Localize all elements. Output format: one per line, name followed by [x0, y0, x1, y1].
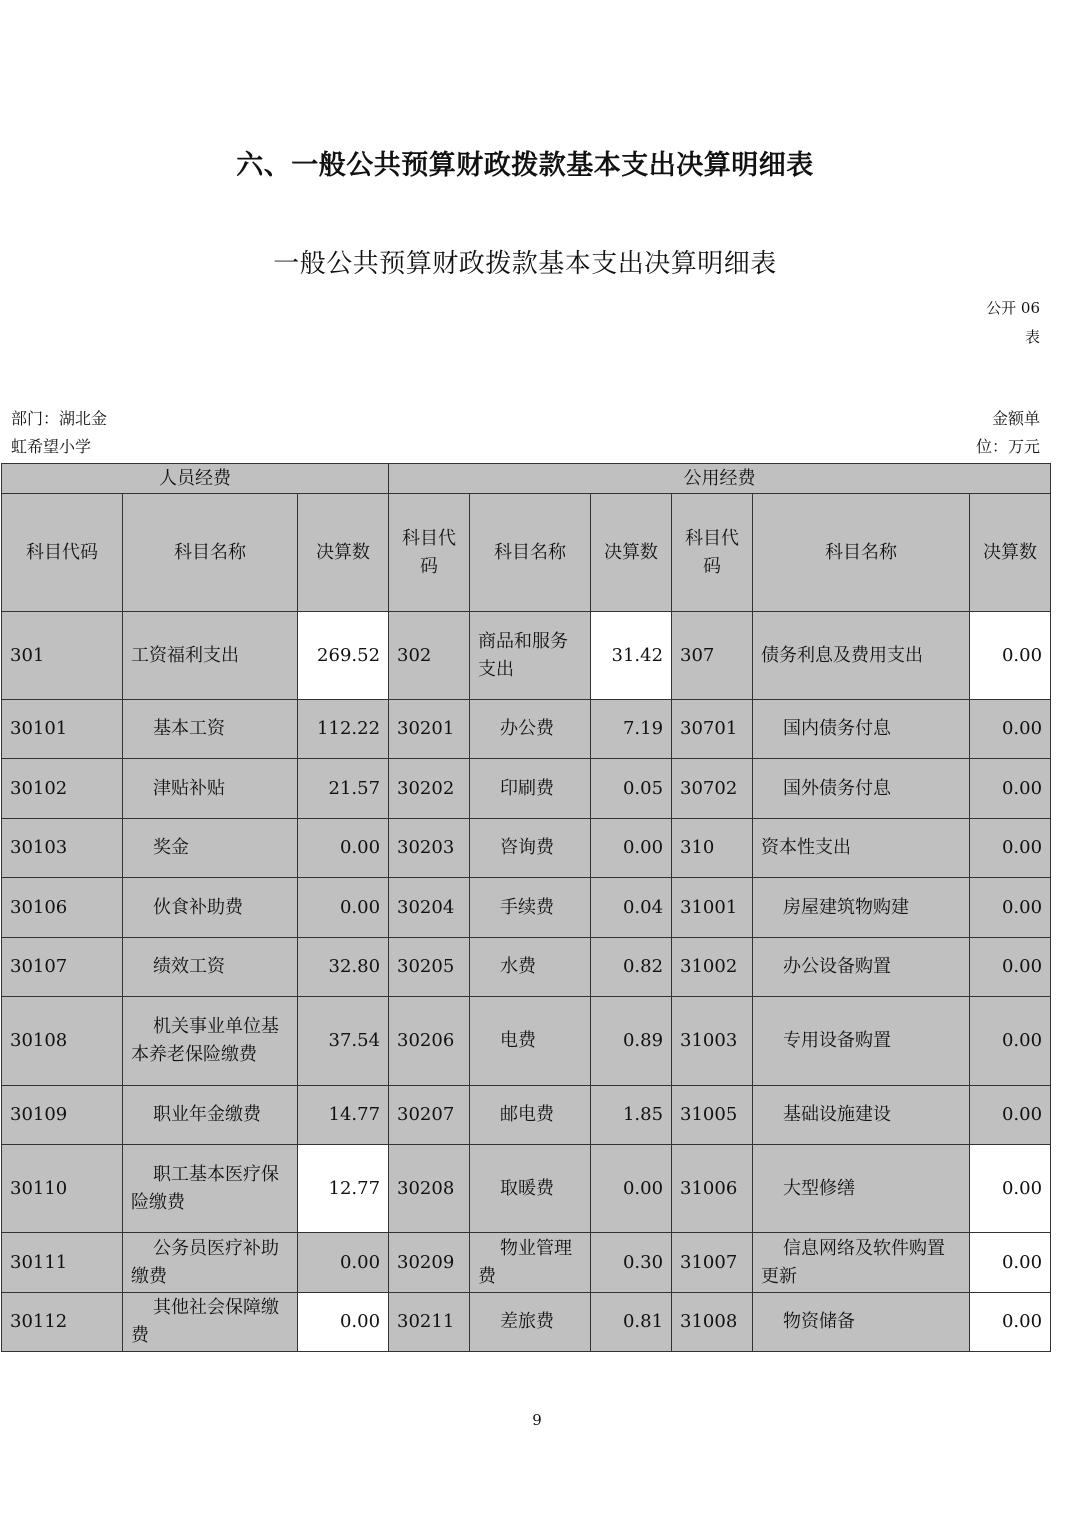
table-row [2, 700, 1051, 759]
code-cell: 31003 [672, 997, 753, 1086]
form-number [986, 294, 1040, 352]
name-cell: 国内债务付息 [753, 700, 970, 759]
amount-cell: 0.89 [591, 997, 672, 1086]
code-cell: 31008 [672, 1293, 753, 1352]
table-row [2, 1293, 1051, 1352]
name-text: 机关事业单位基本养老保险缴费 [131, 1016, 279, 1065]
name-text: 信息网络及软件购置更新 [761, 1237, 946, 1287]
name-cell: 办公设备购置 [753, 938, 970, 997]
header-amount-3: 决算数 [970, 494, 1051, 612]
code-cell: 302 [389, 612, 470, 700]
code-cell: 31007 [672, 1233, 753, 1293]
name-cell: 咨询费 [470, 819, 591, 878]
table-row [2, 1145, 1051, 1233]
name-cell: 基础设施建设 [753, 1086, 970, 1145]
name-cell [123, 1293, 298, 1352]
amount-cell: 0.00 [970, 997, 1051, 1086]
name-cell: 工资福利支出 [123, 612, 298, 700]
amount-cell: 0.81 [591, 1293, 672, 1352]
code-cell: 31006 [672, 1145, 753, 1233]
amount-cell: 0.00 [970, 819, 1051, 878]
department-line2: 虹希望小学 [11, 437, 92, 456]
code-cell: 30102 [2, 759, 123, 819]
header-amount-2: 决算数 [591, 494, 672, 612]
name-cell [470, 1233, 591, 1293]
name-cell: 手续费 [470, 878, 591, 938]
amount-cell: 0.00 [298, 878, 389, 938]
table-row [2, 759, 1051, 819]
code-cell: 30109 [2, 1086, 123, 1145]
page-title: 六、一般公共预算财政拨款基本支出决算明细表 [236, 150, 814, 181]
amount-cell: 37.54 [298, 997, 389, 1086]
table-row [2, 819, 1051, 878]
code-cell: 30201 [389, 700, 470, 759]
amount-cell: 0.05 [591, 759, 672, 819]
name-cell: 大型修缮 [753, 1145, 970, 1233]
amount-cell: 12.77 [298, 1145, 389, 1233]
name-cell: 办公费 [470, 700, 591, 759]
code-cell: 30112 [2, 1293, 123, 1352]
code-cell: 310 [672, 819, 753, 878]
name-cell [123, 997, 298, 1086]
form-number-line2: 表 [1024, 328, 1040, 346]
amount-cell: 0.00 [970, 1145, 1051, 1233]
table-row [2, 997, 1051, 1086]
amount-cell: 0.00 [970, 1233, 1051, 1293]
name-cell: 基本工资 [123, 700, 298, 759]
group-header-personnel: 人员经费 [2, 464, 389, 494]
table-title: 一般公共预算财政拨款基本支出决算明细表 [273, 249, 777, 279]
expenditure-table [1, 463, 1051, 1352]
name-cell: 国外债务付息 [753, 759, 970, 819]
amount-cell: 112.22 [298, 700, 389, 759]
name-text: 职工基本医疗保险缴费 [131, 1163, 279, 1213]
amount-cell: 0.00 [591, 1145, 672, 1233]
amount-cell: 0.00 [970, 700, 1051, 759]
code-cell: 31002 [672, 938, 753, 997]
code-cell: 30208 [389, 1145, 470, 1233]
amount-cell: 0.00 [970, 759, 1051, 819]
name-text: 物业管理费 [478, 1237, 573, 1287]
name-text: 公务员医疗补助缴费 [131, 1237, 279, 1287]
name-cell: 专用设备购置 [753, 997, 970, 1086]
code-cell: 30106 [2, 878, 123, 938]
amount-cell: 0.82 [591, 938, 672, 997]
name-cell [123, 1145, 298, 1233]
name-cell: 伙食补助费 [123, 878, 298, 938]
table-row [2, 878, 1051, 938]
code-cell: 30204 [389, 878, 470, 938]
code-cell: 30111 [2, 1233, 123, 1293]
amount-cell: 7.19 [591, 700, 672, 759]
department-line1: 部门：湖北金 [11, 409, 108, 428]
unit-line1: 金额单 [991, 409, 1040, 428]
code-cell: 30103 [2, 819, 123, 878]
code-cell: 30202 [389, 759, 470, 819]
table-row [2, 938, 1051, 997]
table-row [2, 1233, 1051, 1293]
code-cell: 30110 [2, 1145, 123, 1233]
name-cell: 绩效工资 [123, 938, 298, 997]
header-code-3: 科目代码 [672, 494, 753, 612]
header-code-2: 科目代码 [389, 494, 470, 612]
name-cell: 差旅费 [470, 1293, 591, 1352]
header-name-3: 科目名称 [753, 494, 970, 612]
amount-cell: 0.00 [591, 819, 672, 878]
code-cell: 30701 [672, 700, 753, 759]
amount-cell: 0.00 [970, 878, 1051, 938]
name-cell: 奖金 [123, 819, 298, 878]
form-number-line1: 公开 06 [986, 299, 1040, 317]
header-code: 科目代码 [2, 494, 123, 612]
name-cell [753, 1233, 970, 1293]
name-cell: 职业年金缴费 [123, 1086, 298, 1145]
code-cell: 30207 [389, 1086, 470, 1145]
amount-cell: 0.04 [591, 878, 672, 938]
header-name: 科目名称 [123, 494, 298, 612]
name-cell: 资本性支出 [753, 819, 970, 878]
amount-unit-label [976, 405, 1040, 461]
code-cell: 31001 [672, 878, 753, 938]
amount-cell: 0.00 [970, 612, 1051, 700]
name-cell: 物资储备 [753, 1293, 970, 1352]
name-cell: 邮电费 [470, 1086, 591, 1145]
name-cell: 印刷费 [470, 759, 591, 819]
code-cell: 30205 [389, 938, 470, 997]
code-cell: 30211 [389, 1293, 470, 1352]
name-cell: 水费 [470, 938, 591, 997]
name-cell: 房屋建筑物购建 [753, 878, 970, 938]
name-cell: 津贴补贴 [123, 759, 298, 819]
name-cell: 商品和服务支出 [470, 612, 591, 700]
amount-cell: 0.00 [298, 1293, 389, 1352]
name-text: 其他社会保障缴费 [131, 1297, 279, 1346]
amount-cell: 0.00 [970, 1293, 1051, 1352]
code-cell: 30108 [2, 997, 123, 1086]
amount-cell: 14.77 [298, 1086, 389, 1145]
code-cell: 307 [672, 612, 753, 700]
amount-cell: 1.85 [591, 1086, 672, 1145]
table-row [2, 1086, 1051, 1145]
amount-cell: 269.52 [298, 612, 389, 700]
group-header-public: 公用经费 [389, 464, 1051, 494]
amount-cell: 0.00 [970, 938, 1051, 997]
code-cell: 30203 [389, 819, 470, 878]
header-name-2: 科目名称 [470, 494, 591, 612]
name-cell: 债务利息及费用支出 [753, 612, 970, 700]
code-cell: 30107 [2, 938, 123, 997]
amount-cell: 0.00 [298, 819, 389, 878]
name-cell [123, 1233, 298, 1293]
code-cell: 30206 [389, 997, 470, 1086]
name-cell: 电费 [470, 997, 591, 1086]
amount-cell: 0.30 [591, 1233, 672, 1293]
header-amount: 决算数 [298, 494, 389, 612]
amount-cell: 21.57 [298, 759, 389, 819]
amount-cell: 32.80 [298, 938, 389, 997]
code-cell: 30101 [2, 700, 123, 759]
unit-line2: 位：万元 [975, 437, 1040, 456]
code-cell: 30209 [389, 1233, 470, 1293]
amount-cell: 0.00 [970, 1086, 1051, 1145]
department-label [11, 405, 107, 461]
name-cell: 取暖费 [470, 1145, 591, 1233]
page-number: 9 [532, 1411, 542, 1429]
code-cell: 30702 [672, 759, 753, 819]
code-cell: 301 [2, 612, 123, 700]
table-row [2, 612, 1051, 700]
amount-cell: 0.00 [298, 1233, 389, 1293]
code-cell: 31005 [672, 1086, 753, 1145]
amount-cell: 31.42 [591, 612, 672, 700]
